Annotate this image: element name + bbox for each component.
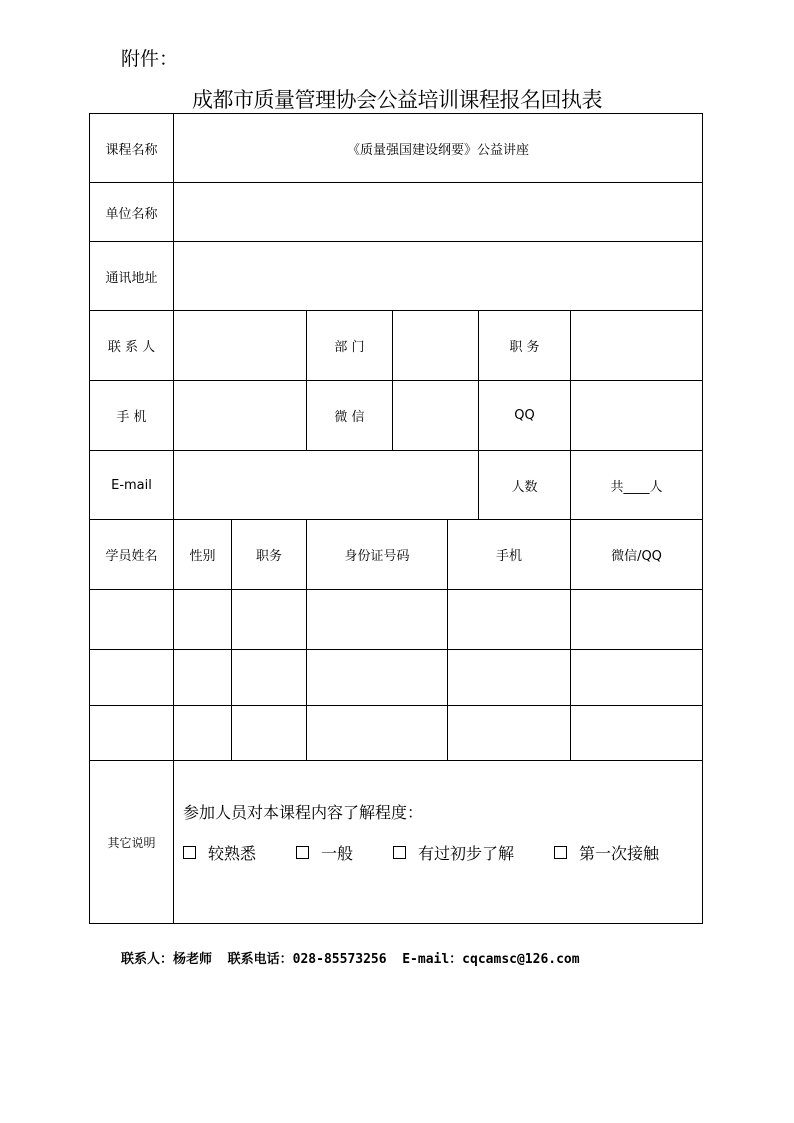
student-header: 性别	[173, 519, 232, 590]
student-cell[interactable]	[306, 649, 448, 706]
qq-label: QQ	[478, 380, 571, 451]
student-cell[interactable]	[89, 705, 174, 761]
student-cell[interactable]	[173, 705, 232, 761]
wechat-label: 微 信	[306, 380, 393, 451]
student-header: 手机	[447, 519, 571, 590]
student-cell[interactable]	[447, 649, 571, 706]
count-label: 人数	[478, 450, 571, 520]
student-cell[interactable]	[570, 649, 703, 706]
student-cell[interactable]	[231, 589, 307, 650]
wechat-field[interactable]	[392, 380, 479, 451]
attachment-label: 附件：	[121, 48, 179, 70]
option-basic[interactable]	[393, 841, 514, 864]
option-label: 有过初步了解	[418, 844, 515, 863]
student-cell[interactable]	[570, 705, 703, 761]
count-value[interactable]: 共____人	[570, 450, 703, 520]
option-label: 一般	[321, 844, 354, 863]
contact-footer: 联系人：杨老师 联系电话：028-85573256 E-mail：cqcamsc@126.com	[121, 952, 580, 967]
form-title: 成都市质量管理协会公益培训课程报名回执表	[192, 88, 602, 112]
checkbox-icon[interactable]	[183, 846, 196, 859]
student-cell[interactable]	[231, 705, 307, 761]
checkbox-icon[interactable]	[296, 846, 309, 859]
option-label: 第一次接触	[579, 844, 660, 863]
address-field[interactable]	[173, 241, 703, 311]
student-cell[interactable]	[173, 649, 232, 706]
option-label: 较熟悉	[208, 844, 257, 863]
student-header: 微信/QQ	[570, 519, 703, 590]
student-cell[interactable]	[306, 705, 448, 761]
position-field[interactable]	[570, 310, 703, 381]
student-header: 学员姓名	[89, 519, 174, 590]
student-header: 身份证号码	[306, 519, 448, 590]
phone-field[interactable]	[173, 380, 307, 451]
contact-label: 联 系 人	[89, 310, 174, 381]
student-cell[interactable]	[306, 589, 448, 650]
student-cell[interactable]	[89, 589, 174, 650]
address-label: 通讯地址	[89, 241, 174, 311]
contact-field[interactable]	[173, 310, 307, 381]
org-name-field[interactable]	[173, 182, 703, 242]
org-name-label: 单位名称	[89, 182, 174, 242]
student-cell[interactable]	[570, 589, 703, 650]
checkbox-icon[interactable]	[554, 846, 567, 859]
dept-label: 部 门	[306, 310, 393, 381]
familiarity-question: 参加人员对本课程内容了解程度：	[183, 803, 424, 822]
email-field[interactable]	[173, 450, 479, 520]
option-general[interactable]	[296, 841, 353, 864]
student-header: 职务	[231, 519, 307, 590]
student-cell[interactable]	[231, 649, 307, 706]
checkbox-icon[interactable]	[393, 846, 406, 859]
student-cell[interactable]	[447, 705, 571, 761]
option-familiar[interactable]	[183, 841, 256, 864]
option-first-time[interactable]	[554, 841, 659, 864]
dept-field[interactable]	[392, 310, 479, 381]
email-label: E-mail	[89, 450, 174, 520]
familiarity-section	[183, 800, 659, 864]
position-label: 职 务	[478, 310, 571, 381]
qq-field[interactable]	[570, 380, 703, 451]
course-name-value: 《质量强国建设纲要》公益讲座	[173, 113, 703, 183]
course-name-label: 课程名称	[89, 113, 174, 183]
phone-label: 手 机	[89, 380, 174, 451]
student-cell[interactable]	[173, 589, 232, 650]
student-cell[interactable]	[89, 649, 174, 706]
student-cell[interactable]	[447, 589, 571, 650]
other-label: 其它说明	[89, 760, 174, 924]
